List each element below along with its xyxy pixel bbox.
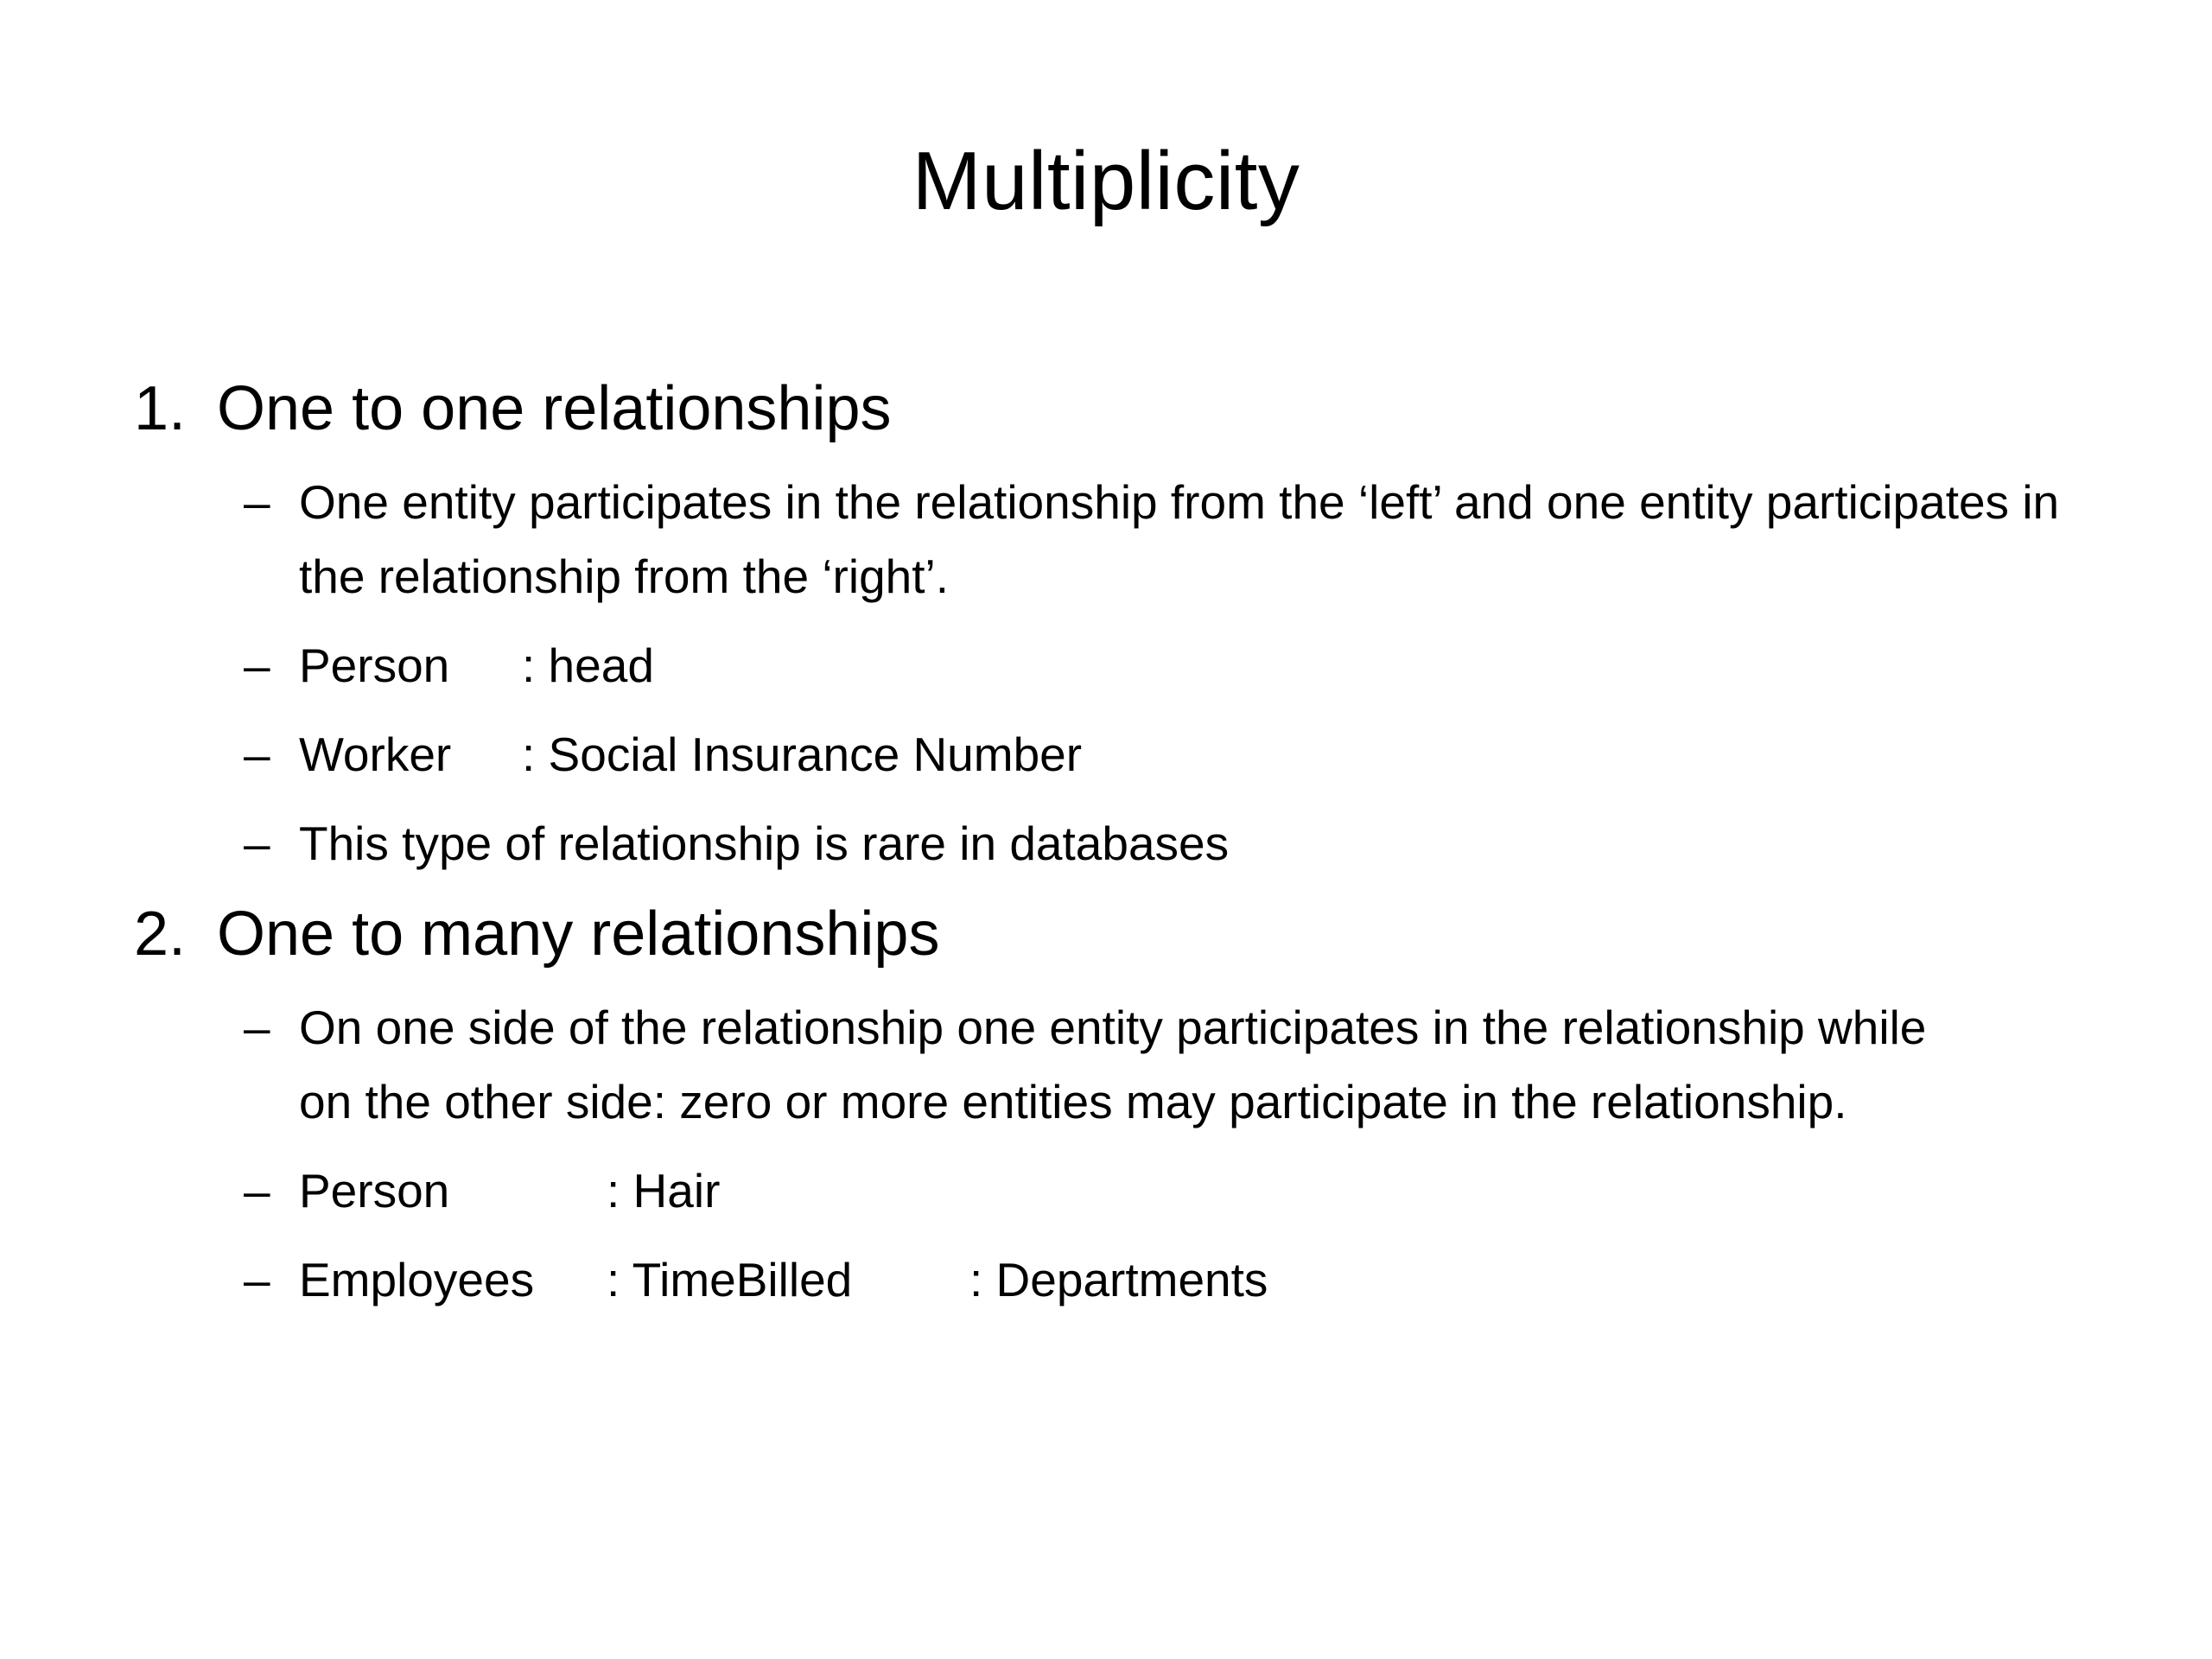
bullet-list: [134, 990, 2121, 1317]
bullet-text: This type of relationship is rare in databases: [299, 817, 1230, 870]
bullet-item: [244, 806, 2121, 880]
section-one-to-many: [134, 895, 2121, 1317]
example-related: : TimeBilled: [607, 1253, 853, 1306]
bullet-dash: –: [244, 639, 270, 692]
bullet-item: [244, 465, 2121, 613]
example-related: : Hair: [607, 1164, 721, 1217]
bullet-dash: –: [244, 1001, 270, 1054]
bullet-dash: –: [244, 475, 270, 529]
example-entity: Person: [299, 1164, 450, 1217]
bullet-dash: –: [244, 1253, 270, 1306]
example-entity: Employees: [299, 1253, 535, 1306]
slide-title: Multiplicity: [912, 135, 1300, 227]
example-item: [244, 717, 2121, 791]
bullet-list: [134, 465, 2121, 880]
example-related-secondary: : Departments: [969, 1253, 1268, 1306]
example-item: [244, 628, 2121, 702]
section-heading-text: One to one relationships: [217, 374, 892, 443]
example-related: : head: [522, 639, 654, 692]
bullet-dash: –: [244, 1164, 270, 1217]
section-number: 2.: [134, 899, 187, 969]
bullet-text: On one side of the relationship one entity participates in the relationship while on the other side: zero or more entities may participate in the relationship.: [299, 1001, 1927, 1128]
example-related: : Social Insurance Number: [522, 728, 1083, 781]
example-entity: Person: [299, 639, 450, 692]
section-number: 1.: [134, 374, 187, 443]
example-entity: Worker: [299, 728, 452, 781]
bullet-item: [244, 990, 2121, 1139]
section-one-to-one: [134, 370, 2121, 880]
bullet-dash: –: [244, 817, 270, 870]
section-heading: [134, 895, 2121, 973]
example-item: [244, 1154, 2121, 1228]
bullet-text: One entity participates in the relationship from the ‘left’ and one entity participates in the relationship from the ‘right’.: [299, 475, 2060, 603]
slide-content: [134, 370, 2121, 1332]
section-heading: [134, 370, 2121, 448]
bullet-dash: –: [244, 728, 270, 781]
example-item: [244, 1243, 2121, 1317]
section-heading-text: One to many relationships: [217, 899, 940, 969]
